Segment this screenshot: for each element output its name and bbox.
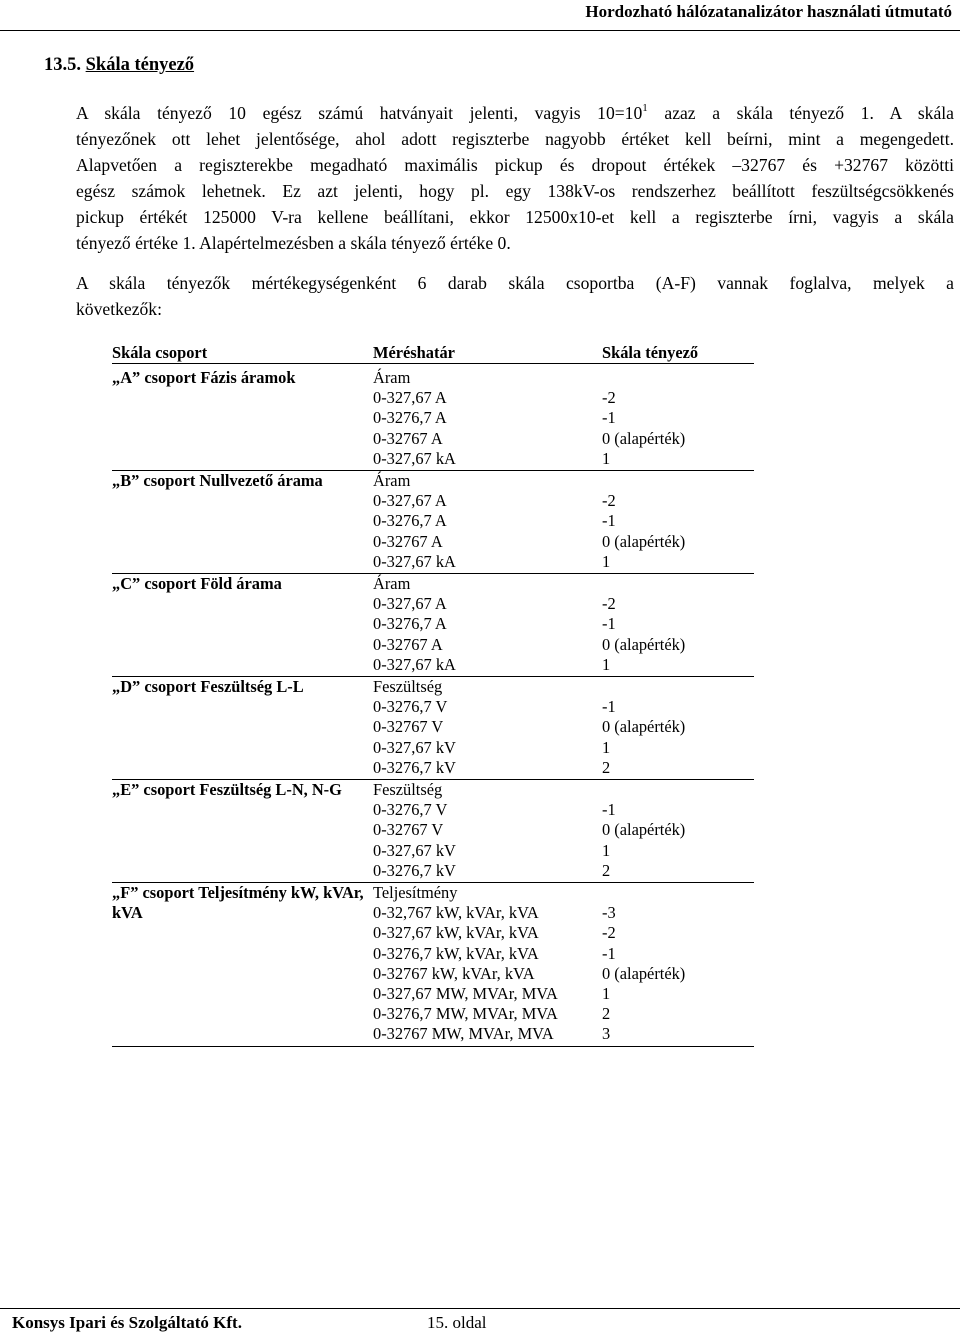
scale-group xyxy=(112,883,754,1047)
scale-factor-cell: 0 (alapérték) xyxy=(602,531,686,551)
range-cell: 0-3276,7 kV xyxy=(373,757,456,777)
header-divider xyxy=(0,30,960,31)
range-cell: 0-327,67 kA xyxy=(373,448,456,468)
scale-group xyxy=(112,471,754,574)
range-cell: 0-32767 A xyxy=(373,531,443,551)
section-number: 13.5. xyxy=(44,55,81,75)
range-cell: 0-3276,7 A xyxy=(373,614,447,634)
scale-factor-cell: 1 xyxy=(602,983,611,1003)
range-cell: Áram xyxy=(373,471,411,490)
paragraph-line: A skála tényezők mértékegységenként 6 darab skála csoportba (A-F) vannak foglalva, melyek a xyxy=(76,273,954,293)
scale-factor-cell: -2 xyxy=(602,923,616,943)
paragraph-line: Alapvetően a regiszterekbe megadható maximális pickup és dropout értékek –32767 és +32767 közötti xyxy=(76,155,954,175)
paragraph-line: pickup értékét 125000 V-ra kellene beállítani, ekkor 12500x10-et kell a regiszterbe írni, vagyis a skála xyxy=(76,207,954,227)
range-cell: 0-3276,7 A xyxy=(373,511,447,531)
scale-factor-cell: 2 xyxy=(602,757,611,777)
scale-group-name: „C” csoport Föld árama xyxy=(112,574,282,593)
scale-factor-cell: 1 xyxy=(602,840,611,860)
range-cell: 0-32767 A xyxy=(373,634,443,654)
scale-factor-cell: 1 xyxy=(602,448,611,468)
range-cell: 0-327,67 kW, kVAr, kVA xyxy=(373,923,539,943)
scale-factor-cell: 1 xyxy=(602,551,611,571)
scale-factor-cell: -1 xyxy=(602,697,616,717)
scale-group-name: „D” csoport Feszültség L-L xyxy=(112,677,304,696)
document-header-title: Hordozható hálózatanalizátor használati útmutató xyxy=(585,2,952,21)
range-cell: 0-3276,7 MW, MVAr, MVA xyxy=(373,1004,558,1024)
range-cell: 0-32767 MW, MVAr, MVA xyxy=(373,1024,554,1044)
scale-factor-cell: 0 (alapérték) xyxy=(602,820,686,840)
scale-factor-cell: -1 xyxy=(602,943,616,963)
range-cell: 0-3276,7 A xyxy=(373,408,447,428)
scale-factor-cell: -1 xyxy=(602,800,616,820)
range-cell: 0-327,67 kV xyxy=(373,840,456,860)
scale-factor-cell: -2 xyxy=(602,594,616,614)
scale-factor-cell: 0 (alapérték) xyxy=(602,634,686,654)
range-cell: 0-3276,7 kV xyxy=(373,860,456,880)
paragraph-line: tényező értéke 1. Alapértelmezésben a skála tényező értéke 0. xyxy=(76,233,511,253)
column-header-range: Méréshatár xyxy=(373,343,455,362)
scale-factor-cell: 1 xyxy=(602,737,611,757)
scale-factor-cell: -1 xyxy=(602,511,616,531)
range-cell: 0-327,67 A xyxy=(373,388,447,408)
scale-group-name: „B” csoport Nullvezető árama xyxy=(112,471,323,490)
scale-factor-cell: 0 (alapérték) xyxy=(602,963,686,983)
groups-intro-paragraph xyxy=(76,270,954,322)
range-cell: 0-32,767 kW, kVAr, kVA xyxy=(373,903,539,923)
range-cell: 0-327,67 kA xyxy=(373,551,456,571)
scale-group-name: „E” csoport Feszültség L-N, N-G xyxy=(112,780,342,799)
scale-group xyxy=(112,574,754,677)
scale-factor-cell: -1 xyxy=(602,614,616,634)
range-cell: 0-327,67 kA xyxy=(373,654,456,674)
range-cell: Feszültség xyxy=(373,677,443,696)
range-cell: 0-32767 V xyxy=(373,717,444,737)
range-cell: 0-32767 A xyxy=(373,428,443,448)
scale-factor-cell: 1 xyxy=(602,654,611,674)
paragraph-line: egész számok lehetnek. Ez azt jelenti, hogy pl. egy 138kV-os rendszerhez beállított feszültségcsökkenés xyxy=(76,181,954,201)
scale-factor-cell: 2 xyxy=(602,1004,611,1024)
table-header-row xyxy=(112,343,754,364)
range-cell: Áram xyxy=(373,574,411,593)
range-cell: Teljesítmény xyxy=(373,883,458,902)
scale-group-name: „F” csoport Teljesítmény kW, kVAr, kVA xyxy=(112,883,364,923)
scale-group xyxy=(112,780,754,883)
section-title: Skála tényező xyxy=(85,55,195,75)
range-cell: 0-32767 kW, kVAr, kVA xyxy=(373,963,535,983)
scale-factor-cell: -1 xyxy=(602,408,616,428)
range-cell: 0-327,67 A xyxy=(373,491,447,511)
range-cell: Feszültség xyxy=(373,780,443,799)
footer-page-number: 15. oldal xyxy=(427,1313,487,1332)
section-heading xyxy=(44,55,194,76)
scale-group xyxy=(112,368,754,471)
range-cell: 0-3276,7 kW, kVAr, kVA xyxy=(373,943,539,963)
scale-factor-cell: 2 xyxy=(602,860,611,880)
footer-divider xyxy=(0,1308,960,1309)
range-cell: Áram xyxy=(373,368,411,387)
scale-factor-cell: -2 xyxy=(602,388,616,408)
scale-factor-cell: -2 xyxy=(602,491,616,511)
paragraph-line: következők: xyxy=(76,299,162,319)
footer-company: Konsys Ipari és Szolgáltató Kft. xyxy=(12,1313,242,1332)
column-header-scale-factor: Skála tényező xyxy=(602,343,699,362)
column-header-group: Skála csoport xyxy=(112,343,208,362)
range-cell: 0-32767 V xyxy=(373,820,444,840)
range-cell: 0-327,67 kV xyxy=(373,737,456,757)
scale-group-name: „A” csoport Fázis áramok xyxy=(112,368,296,387)
scale-factor-cell: 0 (alapérték) xyxy=(602,717,686,737)
paragraph-line: A skála tényező 10 egész számú hatványait jelenti, vagyis $10=10^1$ azaz a skála tényező 1. A skála xyxy=(76,102,954,123)
paragraph-line: tényezőnek ott lehet jelentősége, ahol adott regiszterbe nagyobb értéket kell beírni, mint a megengedett. xyxy=(76,129,954,149)
range-cell: 0-327,67 A xyxy=(373,594,447,614)
range-cell: 0-3276,7 V xyxy=(373,800,448,820)
intro-paragraph xyxy=(76,100,954,256)
range-cell: 0-3276,7 V xyxy=(373,697,448,717)
scale-factor-cell: 3 xyxy=(602,1024,611,1044)
scale-factor-cell: 0 (alapérték) xyxy=(602,428,686,448)
scale-factor-cell: -3 xyxy=(602,903,616,923)
range-cell: 0-327,67 MW, MVAr, MVA xyxy=(373,983,558,1003)
scale-group xyxy=(112,677,754,780)
